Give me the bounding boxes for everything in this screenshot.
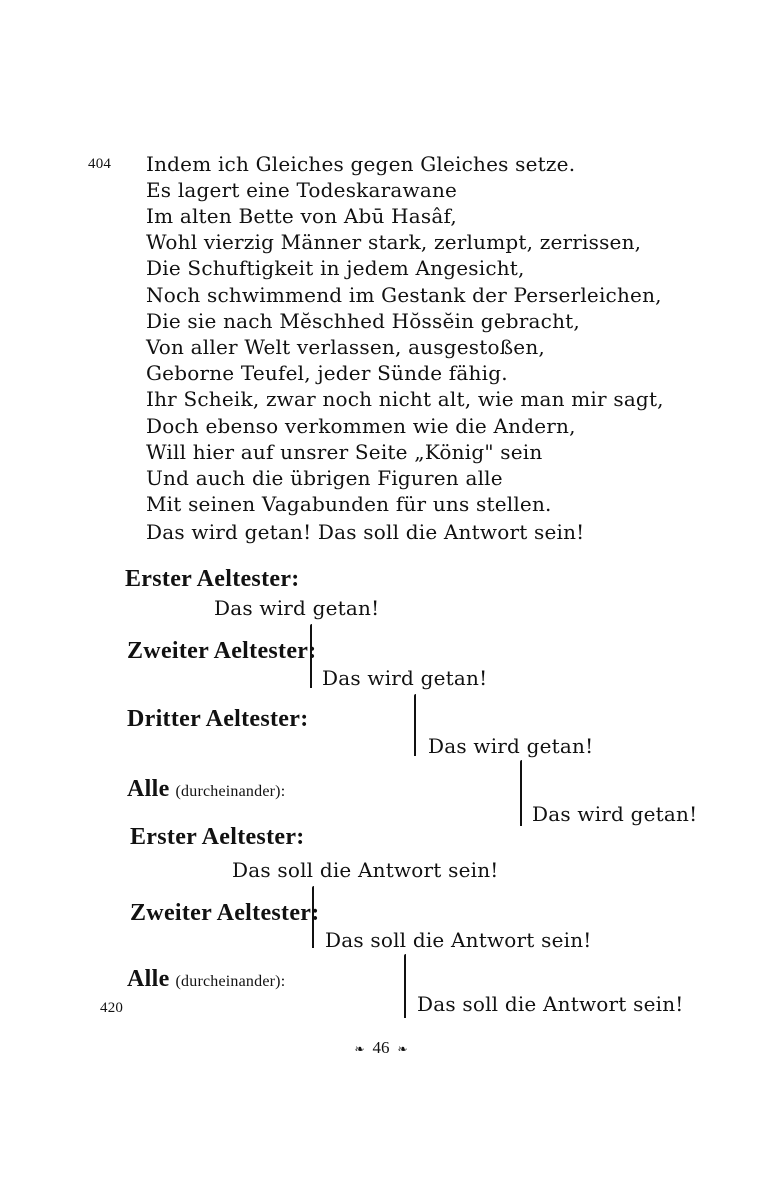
speaker-all bbox=[127, 966, 285, 993]
brace-mark bbox=[404, 954, 406, 1018]
verse-line: Das wird getan! Das soll die Antwort sein! bbox=[146, 520, 585, 544]
reply-line: Das soll die Antwort sein! bbox=[417, 992, 684, 1016]
verse-line: Die sie nach Mĕschhed Hŏssĕin gebracht, bbox=[146, 309, 580, 333]
reply-line: Das wird getan! bbox=[214, 596, 380, 620]
page-number: 46 bbox=[372, 1038, 390, 1057]
verse-line: Doch ebenso verkommen wie die Andern, bbox=[146, 414, 576, 438]
reply-line: Das wird getan! bbox=[322, 666, 488, 690]
verse-line: Und auch die übrigen Figuren alle bbox=[146, 466, 503, 490]
verse-line: Im alten Bette von Abū Hasâf, bbox=[146, 204, 457, 228]
speaker-second-elder: Zweiter Aeltester: bbox=[127, 638, 317, 664]
verse-line: Von aller Welt verlassen, ausgestoßen, bbox=[146, 335, 545, 359]
brace-mark bbox=[414, 694, 416, 756]
verse-line: Die Schuftigkeit in jedem Angesicht, bbox=[146, 256, 525, 280]
line-number-404: 404 bbox=[88, 156, 112, 172]
speaker-third-elder: Dritter Aeltester: bbox=[127, 706, 309, 732]
verse-line: Es lagert eine Todeskarawane bbox=[146, 178, 458, 202]
verse-line: Will hier auf unsrer Seite „König" sein bbox=[146, 440, 543, 464]
speaker-all-label: Alle bbox=[127, 776, 170, 802]
verse-line: Indem ich Gleiches gegen Gleiches setze. bbox=[146, 152, 576, 176]
verse-line: Wohl vierzig Männer stark, zerlumpt, zerrissen, bbox=[146, 230, 642, 254]
speaker-first-elder: Erster Aeltester: bbox=[125, 566, 300, 592]
stage-direction: (durcheinander): bbox=[175, 973, 286, 990]
speaker-all-label: Alle bbox=[127, 966, 170, 992]
brace-mark bbox=[520, 760, 522, 826]
ornament-icon: ❧ bbox=[354, 1042, 365, 1056]
reply-line: Das soll die Antwort sein! bbox=[232, 858, 499, 882]
reply-line: Das wird getan! bbox=[532, 802, 698, 826]
brace-mark bbox=[310, 624, 312, 688]
speaker-second-elder: Zweiter Aeltester: bbox=[130, 900, 320, 926]
speaker-all bbox=[127, 776, 285, 803]
stage-direction: (durcheinander): bbox=[175, 783, 286, 800]
line-number-420: 420 bbox=[100, 1000, 124, 1016]
verse-line: Noch schwimmend im Gestank der Perserleichen, bbox=[146, 283, 662, 307]
brace-mark bbox=[312, 886, 314, 948]
verse-line: Geborne Teufel, jeder Sünde fähig. bbox=[146, 361, 508, 385]
reply-line: Das wird getan! bbox=[428, 734, 594, 758]
speaker-first-elder: Erster Aeltester: bbox=[130, 824, 305, 850]
verse-line: Ihr Scheik, zwar noch nicht alt, wie man mir sagt, bbox=[146, 387, 664, 411]
ornament-icon: ❧ bbox=[397, 1042, 408, 1056]
reply-line: Das soll die Antwort sein! bbox=[325, 928, 592, 952]
page-footer bbox=[0, 1038, 762, 1058]
verse-line: Mit seinen Vagabunden für uns stellen. bbox=[146, 492, 552, 516]
